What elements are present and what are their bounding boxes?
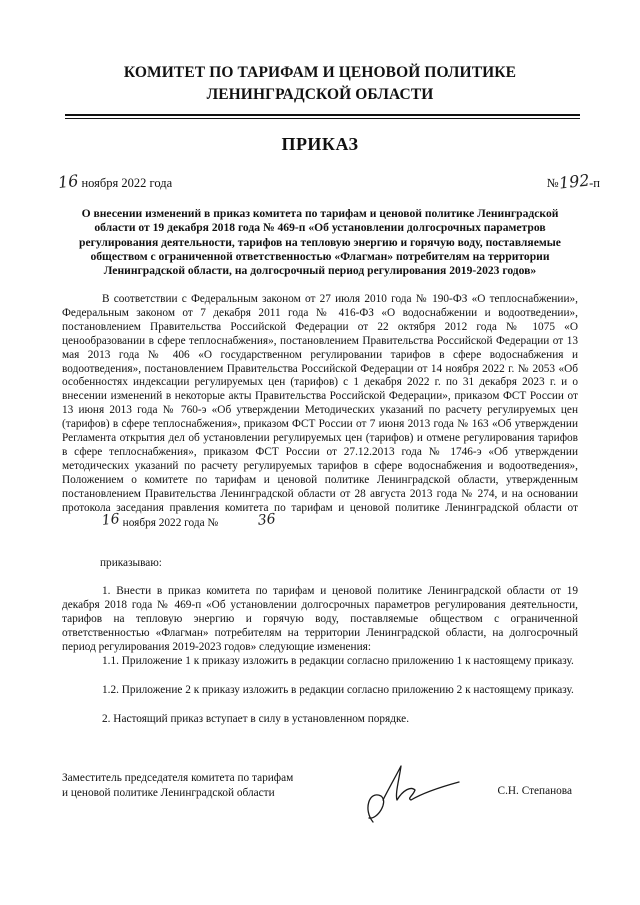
handwritten-signature <box>355 760 465 830</box>
number-prefix: № <box>546 176 559 190</box>
position-line-1: Заместитель председателя комитета по тарифам <box>62 772 294 784</box>
signatory-position <box>62 771 293 800</box>
order-item-2: 2. Настоящий приказ вступает в силу в установленном порядке. <box>102 713 410 725</box>
preamble-text: В соответствии с Федеральным законом от 27 июля 2010 года № 190-ФЗ «О теплоснабжении», Федеральным законом от 7 декабря 2011 года № 416-ФЗ «О водоснабжении и водоотведении», постановлением Правительства Российской Федерации от 22 октября 2012 года № 1075 «О ценообразовании в сфере теплоснабжения», постановлением Правительства Российской Федерации от 13 мая 2013 года № 406 «О государственном регулировании тарифов в сфере водоснабжения и водоотведения», постановлением Правительства Российской Федерации от 14 ноября 2022 г. № 2053 «Об особенностях индексации регулируемых цен (тарифов) с 1 декабря 2022 г. по 31 декабря 2023 г. и о внесении изменений в некоторые акты Правительства Российской Федерации», приказом ФСТ России от 13 июня 2013 года № 760-э «Об утверждении Методических указаний по расчету регулируемых цен (тарифов) в сфере теплоснабжения», приказом ФСТ России от 7 июня 2013 года № 163 «Об утверждении Регламента открытия дел об установлении регулируемых цен (тарифов) и отмене регулирования тарифов в сфере теплоснабжения», приказом ФСТ России от 27.12.2013 года № 1746-э «Об утверждении методических указаний по расчету регулируемых тарифов в сфере водоснабжения и водоотведения», Положением о комитете по тарифам и ценовой политике Ленинградской области, утвержденным постановлением Правительства Ленинградской области от 28 августа 2013 года № 274, и на основании протокола заседания правления комитета по тарифам и ценовой политике Ленинградской области от <box>62 293 578 514</box>
document-number <box>547 172 600 191</box>
document-subject: О внесении изменений в приказ комитета по тарифам и ценовой политике Ленинградской области от 19 декабря 2018 года № 469-п «Об установлении долгосрочных параметров регулирования деятельности, тарифов на тепловую энергию и горячую воду, поставляемые обществом с ограниченной ответственностью «Флагман» потребителям на территории Ленинградской области, на долгосрочный период регулирования 2019-2023 годов» <box>79 207 561 278</box>
signatory-name: С.Н. Степанова <box>497 785 572 797</box>
protocol-date-rest: ноября 2022 года № <box>122 516 219 529</box>
org-line-1: КОМИТЕТ ПО ТАРИФАМ И ЦЕНОВОЙ ПОЛИТИКЕ <box>123 64 517 81</box>
header-rule-thick <box>65 114 580 116</box>
number-suffix: -п <box>589 176 600 190</box>
number-handwritten: 192 <box>557 170 591 193</box>
preamble-paragraph <box>62 293 578 530</box>
decree-word: приказываю: <box>100 557 162 569</box>
protocol-number-handwritten: 36 <box>257 510 277 529</box>
position-line-2: и ценовой политике Ленинградской области <box>62 786 275 799</box>
protocol-day-handwritten: 16 <box>101 510 121 529</box>
order-item-1-2: 1.2. Приложение 2 к приказу изложить в редакции согласно приложению 2 к настоящему приказу. <box>102 684 574 696</box>
date-day-handwritten: 16 <box>57 170 80 193</box>
organization-header <box>0 62 640 106</box>
document-title: ПРИКАЗ <box>281 134 359 154</box>
order-item-1-1: 1.1. Приложение 1 к приказу изложить в редакции согласно приложению 1 к настоящему приказу. <box>102 655 574 667</box>
order-item-1: 1. Внести в приказ комитета по тарифам и ценовой политике Ленинградской области от 19 декабря 2018 года № 469-п «Об установлении долгосрочных параметров регулирования деятельности, тарифов на тепловую энергию и горячую воду, поставляемые обществом с ограниченной ответственностью «Флагман» потребителям на территории Ленинградской области, на долгосрочный период регулирования 2019-2023 годов» следующие изменения: <box>62 585 578 653</box>
header-rule-thin <box>65 118 580 119</box>
date-rest: ноября 2022 года <box>81 176 173 190</box>
org-line-2: ЛЕНИНГРАДСКОЙ ОБЛАСТИ <box>206 86 434 103</box>
document-date <box>58 172 172 191</box>
